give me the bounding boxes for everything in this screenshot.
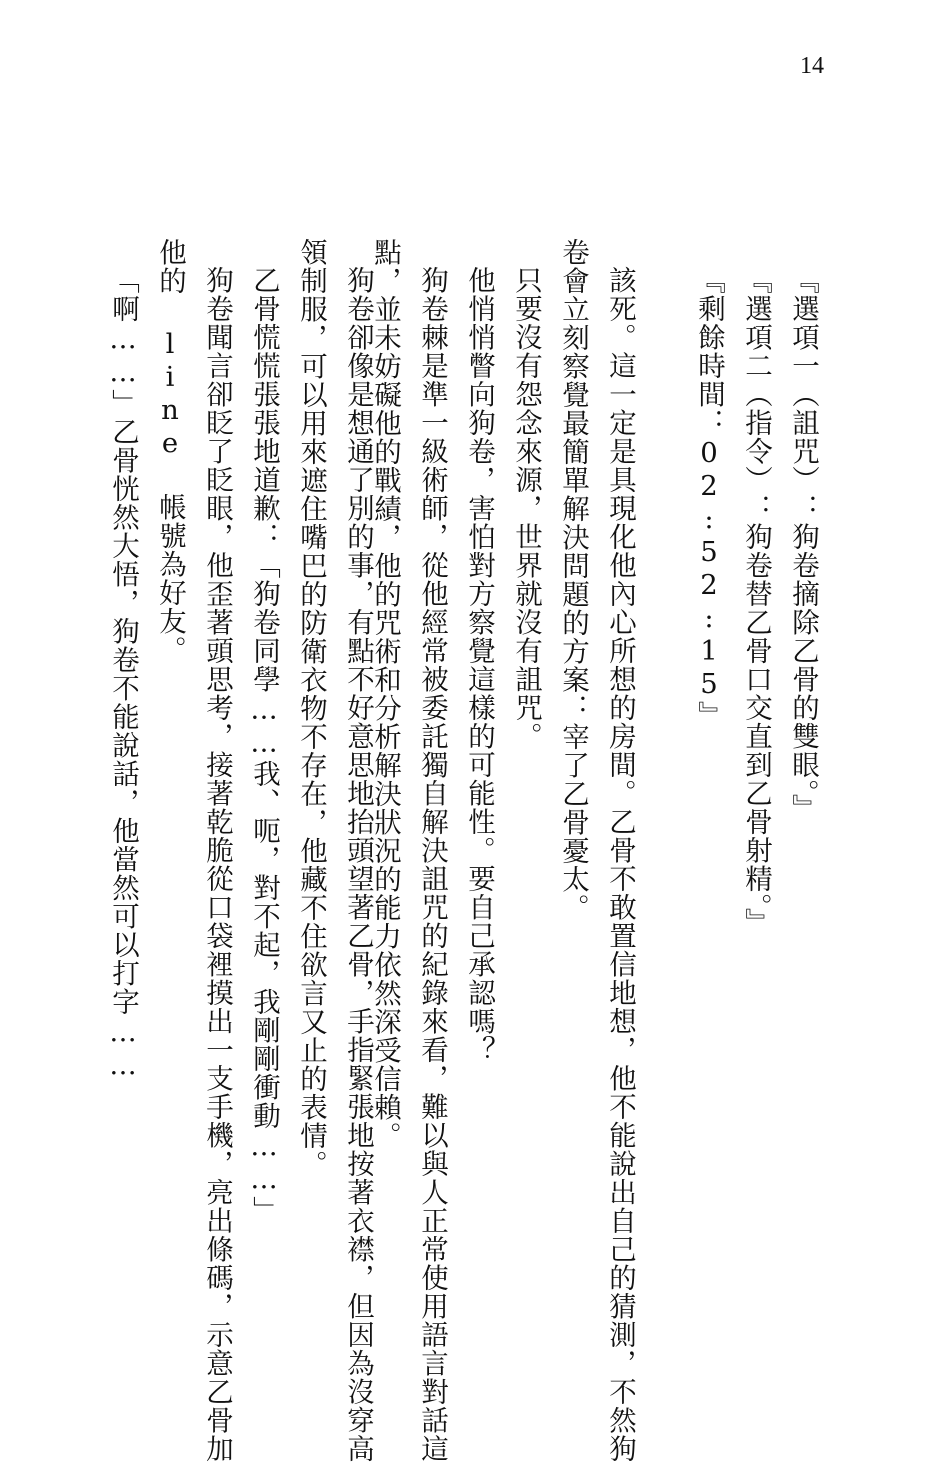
dialogue-line: 乙骨慌慌張張地道歉：「狗卷同學……我、呃，對不起，我剛剛衝動……」 xyxy=(248,266,280,1225)
paragraph-line: 狗卷聞言卻眨了眨眼，他歪著頭思考，接著乾脆從口袋裡摸出一支手機，亮出條碼，示意乙骨加 xyxy=(201,266,233,1463)
paragraph-line: 狗卷棘是準一級術師，從他經常被委託獨自解決詛咒的紀錄來看，難以與人正常使用語言對話這 xyxy=(416,266,448,1463)
page-number: 14 xyxy=(800,53,824,79)
paragraph-line: 該死。這一定是具現化他內心所想的房間。乙骨不敢置信地想，他不能說出自己的猜測，不然狗 xyxy=(604,266,636,1463)
paragraph-line: 他的 line 帳號為好友。 xyxy=(154,238,186,664)
paragraph-line: 他悄悄瞥向狗卷，害怕對方察覺這樣的可能性。要自己承認嗎？ xyxy=(463,266,495,1064)
remaining-time-line: 『剩餘時間：02:52:15』 xyxy=(693,266,725,730)
paragraph-line: 狗卷卻像是想通了別的事，有點不好意思地抬頭望著乙骨，手指緊張地按著衣襟，但因為沒穿高 xyxy=(342,266,374,1463)
dialogue-line: 「啊……」乙骨恍然大悟，狗卷不能說話，他當然可以打字…… xyxy=(107,266,139,1082)
option-one-line: 『選項一（詛咒）：狗卷摘除乙骨的雙眼。』 xyxy=(787,266,819,823)
paragraph-line: 只要沒有怨念來源，世界就沒有詛咒。 xyxy=(510,266,542,751)
paragraph-line: 點，並未妨礙他的戰績，他的咒術和分析解決狀況的能力依然深受信賴。 xyxy=(369,238,401,1150)
option-two-line: 『選項二（指令）：狗卷替乙骨口交直到乙骨射精。』 xyxy=(740,266,772,937)
paragraph-line: 卷會立刻察覺最簡單解決問題的方案：宰了乙骨憂太。 xyxy=(557,238,589,922)
paragraph-line: 領制服，可以用來遮住嘴巴的防衛衣物不存在，他藏不住欲言又止的表情。 xyxy=(295,238,327,1179)
